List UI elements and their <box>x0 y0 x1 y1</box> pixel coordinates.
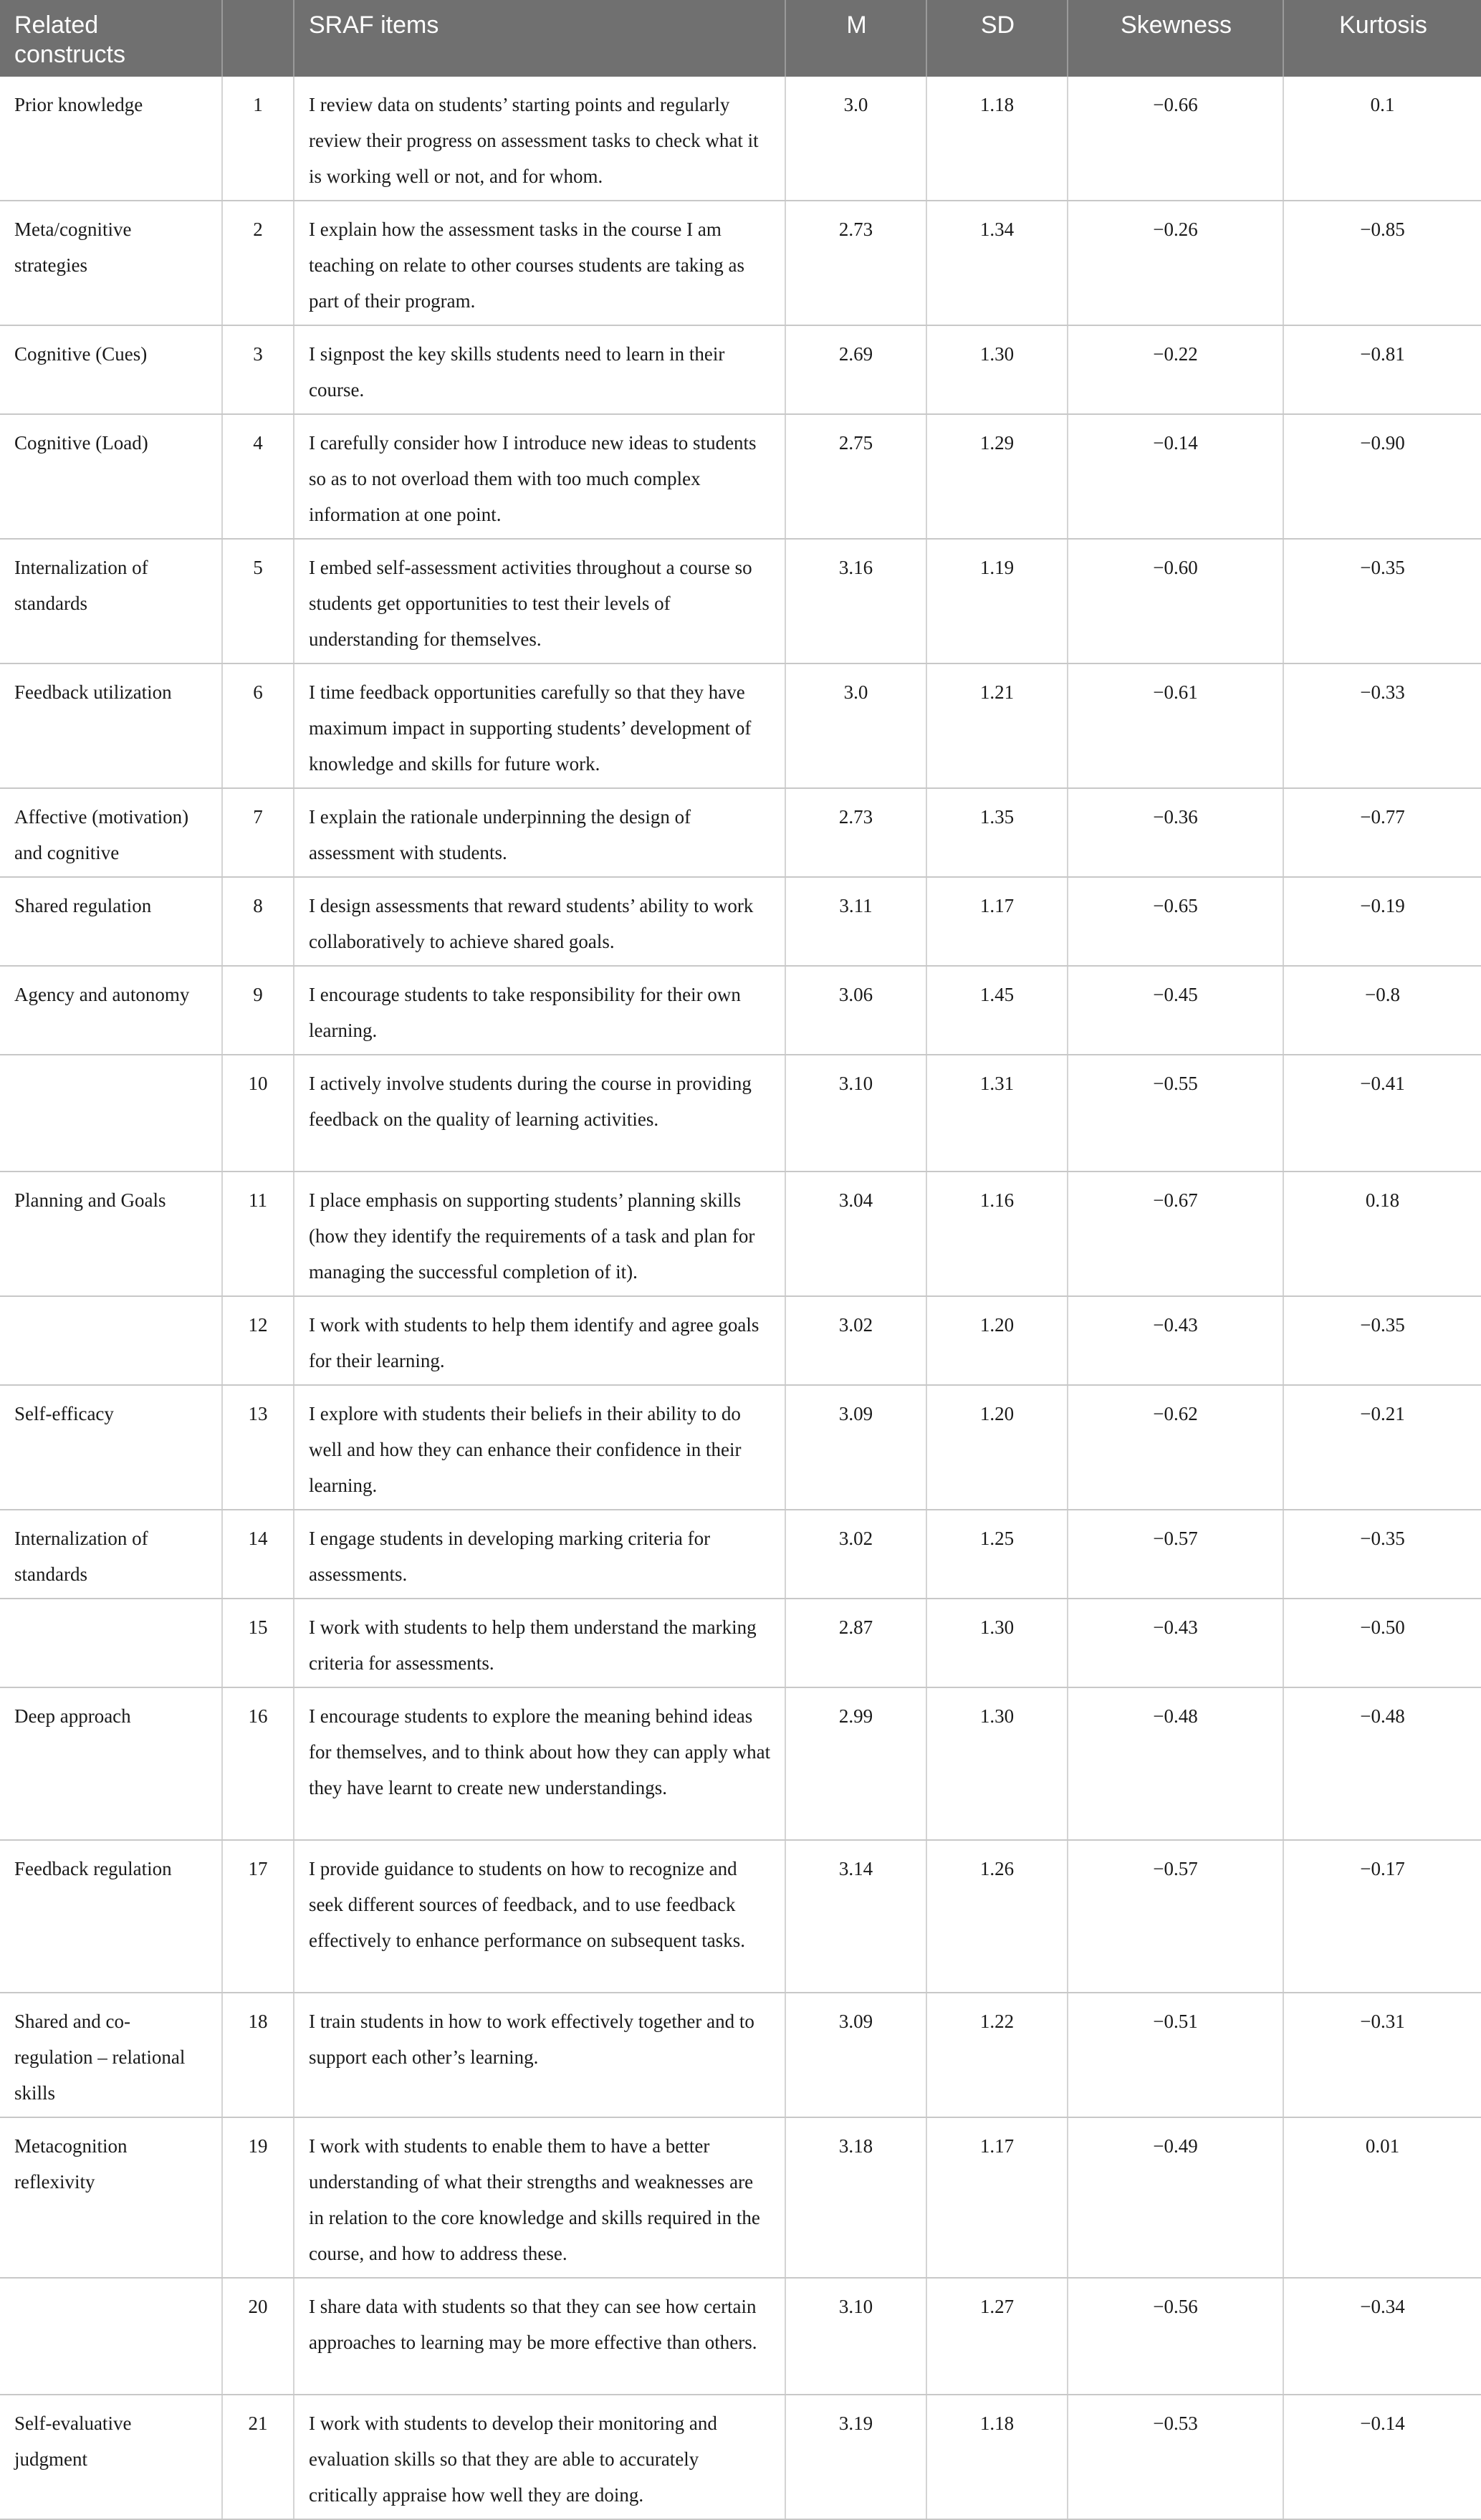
cell-sd: 1.18 <box>926 77 1068 201</box>
table-row <box>0 2117 1481 2278</box>
cell-skewness: −0.61 <box>1068 663 1283 788</box>
cell-item-number: 5 <box>222 539 294 663</box>
header-item-number <box>222 0 294 77</box>
table-row <box>0 325 1481 414</box>
cell-skewness: −0.60 <box>1068 539 1283 663</box>
cell-mean: 3.09 <box>785 1993 926 2117</box>
cell-related-construct <box>0 1055 222 1172</box>
cell-sd: 1.22 <box>926 1993 1068 2117</box>
cell-skewness: −0.43 <box>1068 1599 1283 1687</box>
cell-related-construct <box>0 1599 222 1687</box>
table-row <box>0 1687 1481 1840</box>
cell-related-construct: Metacognition reflexivity <box>0 2117 222 2278</box>
cell-kurtosis: 0.1 <box>1283 77 1481 201</box>
cell-sraf-item: I train students in how to work effectively together and to support each other’s learning. <box>294 1993 785 2117</box>
cell-item-number: 14 <box>222 1510 294 1599</box>
cell-related-construct <box>0 2278 222 2395</box>
cell-item-number: 17 <box>222 1840 294 1993</box>
cell-sraf-item: I actively involve students during the course in providing feedback on the quality of learning activities. <box>294 1055 785 1172</box>
cell-sd: 1.26 <box>926 1840 1068 1993</box>
cell-mean: 3.18 <box>785 2117 926 2278</box>
cell-mean: 2.99 <box>785 1687 926 1840</box>
cell-skewness: −0.36 <box>1068 788 1283 877</box>
header-mean: M <box>785 0 926 77</box>
cell-item-number: 11 <box>222 1172 294 1296</box>
cell-kurtosis: −0.48 <box>1283 1687 1481 1840</box>
cell-related-construct <box>0 1296 222 1385</box>
cell-mean: 2.73 <box>785 788 926 877</box>
cell-mean: 3.02 <box>785 1510 926 1599</box>
cell-sd: 1.27 <box>926 2278 1068 2395</box>
cell-sraf-item: I explore with students their beliefs in their ability to do well and how they can enhance their confidence in their learning. <box>294 1385 785 1510</box>
cell-sd: 1.21 <box>926 663 1068 788</box>
cell-related-construct: Feedback utilization <box>0 663 222 788</box>
cell-skewness: −0.57 <box>1068 1510 1283 1599</box>
cell-sraf-item: I signpost the key skills students need to learn in their course. <box>294 325 785 414</box>
cell-sraf-item: I explain how the assessment tasks in the course I am teaching on relate to other courses students are taking as part of their program. <box>294 201 785 325</box>
cell-item-number: 9 <box>222 966 294 1055</box>
cell-mean: 2.87 <box>785 1599 926 1687</box>
table-row <box>0 1599 1481 1687</box>
table-header-row <box>0 0 1481 77</box>
cell-sd: 1.17 <box>926 877 1068 966</box>
table-row <box>0 1840 1481 1993</box>
cell-mean: 3.10 <box>785 2278 926 2395</box>
cell-sraf-item: I work with students to enable them to have a better understanding of what their strengths and weaknesses are in relation to the core knowledge and skills required in the course, and how to address these. <box>294 2117 785 2278</box>
cell-skewness: −0.22 <box>1068 325 1283 414</box>
cell-kurtosis: −0.50 <box>1283 1599 1481 1687</box>
table-row <box>0 77 1481 201</box>
header-kurtosis: Kurtosis <box>1283 0 1481 77</box>
header-related-constructs: Related constructs <box>0 0 222 77</box>
cell-related-construct: Self-evaluative judgment <box>0 2395 222 2519</box>
table-row <box>0 201 1481 325</box>
cell-mean: 3.02 <box>785 1296 926 1385</box>
cell-skewness: −0.51 <box>1068 1993 1283 2117</box>
cell-sraf-item: I work with students to develop their monitoring and evaluation skills so that they are able to accurately critically appraise how well they are doing. <box>294 2395 785 2519</box>
cell-item-number: 21 <box>222 2395 294 2519</box>
cell-related-construct: Prior knowledge <box>0 77 222 201</box>
cell-sd: 1.30 <box>926 1599 1068 1687</box>
cell-mean: 2.75 <box>785 414 926 539</box>
cell-related-construct: Internalization of standards <box>0 1510 222 1599</box>
cell-related-construct: Affective (motivation) and cognitive <box>0 788 222 877</box>
cell-related-construct: Cognitive (Cues) <box>0 325 222 414</box>
cell-related-construct: Cognitive (Load) <box>0 414 222 539</box>
cell-kurtosis: −0.33 <box>1283 663 1481 788</box>
cell-sd: 1.29 <box>926 414 1068 539</box>
header-skewness: Skewness <box>1068 0 1283 77</box>
cell-kurtosis: −0.81 <box>1283 325 1481 414</box>
cell-sd: 1.30 <box>926 325 1068 414</box>
table-row <box>0 1172 1481 1296</box>
cell-mean: 3.16 <box>785 539 926 663</box>
cell-sd: 1.17 <box>926 2117 1068 2278</box>
table-row <box>0 966 1481 1055</box>
cell-skewness: −0.26 <box>1068 201 1283 325</box>
cell-kurtosis: −0.35 <box>1283 1510 1481 1599</box>
cell-sraf-item: I review data on students’ starting points and regularly review their progress on assessment tasks to check what it is working well or not, and for whom. <box>294 77 785 201</box>
cell-sraf-item: I design assessments that reward students’ ability to work collaboratively to achieve shared goals. <box>294 877 785 966</box>
cell-sd: 1.16 <box>926 1172 1068 1296</box>
cell-sd: 1.18 <box>926 2395 1068 2519</box>
cell-related-construct: Feedback regulation <box>0 1840 222 1993</box>
cell-sd: 1.19 <box>926 539 1068 663</box>
cell-related-construct: Shared regulation <box>0 877 222 966</box>
table-row <box>0 1296 1481 1385</box>
cell-kurtosis: −0.35 <box>1283 539 1481 663</box>
cell-sraf-item: I work with students to help them identify and agree goals for their learning. <box>294 1296 785 1385</box>
cell-sraf-item: I share data with students so that they can see how certain approaches to learning may be more effective than others. <box>294 2278 785 2395</box>
cell-kurtosis: −0.21 <box>1283 1385 1481 1510</box>
cell-sraf-item: I time feedback opportunities carefully so that they have maximum impact in supporting students’ development of knowledge and skills for future work. <box>294 663 785 788</box>
cell-item-number: 10 <box>222 1055 294 1172</box>
cell-kurtosis: −0.14 <box>1283 2395 1481 2519</box>
cell-kurtosis: −0.85 <box>1283 201 1481 325</box>
cell-skewness: −0.67 <box>1068 1172 1283 1296</box>
cell-skewness: −0.45 <box>1068 966 1283 1055</box>
cell-related-construct: Agency and autonomy <box>0 966 222 1055</box>
header-sd: SD <box>926 0 1068 77</box>
cell-item-number: 1 <box>222 77 294 201</box>
header-sraf-items: SRAF items <box>294 0 785 77</box>
cell-skewness: −0.43 <box>1068 1296 1283 1385</box>
table-row <box>0 1385 1481 1510</box>
cell-sraf-item: I engage students in developing marking criteria for assessments. <box>294 1510 785 1599</box>
cell-mean: 3.06 <box>785 966 926 1055</box>
cell-sraf-item: I carefully consider how I introduce new ideas to students so as to not overload them with too much complex information at one point. <box>294 414 785 539</box>
cell-item-number: 6 <box>222 663 294 788</box>
cell-mean: 3.14 <box>785 1840 926 1993</box>
table-row <box>0 788 1481 877</box>
cell-sraf-item: I place emphasis on supporting students’ planning skills (how they identify the requirements of a task and plan for managing the successful completion of it). <box>294 1172 785 1296</box>
cell-sd: 1.20 <box>926 1385 1068 1510</box>
cell-related-construct: Deep approach <box>0 1687 222 1840</box>
cell-mean: 2.69 <box>785 325 926 414</box>
cell-skewness: −0.57 <box>1068 1840 1283 1993</box>
cell-item-number: 4 <box>222 414 294 539</box>
cell-kurtosis: −0.8 <box>1283 966 1481 1055</box>
cell-item-number: 8 <box>222 877 294 966</box>
table-row <box>0 414 1481 539</box>
cell-kurtosis: −0.31 <box>1283 1993 1481 2117</box>
cell-sraf-item: I embed self-assessment activities throughout a course so students get opportunities to test their levels of understanding for themselves. <box>294 539 785 663</box>
cell-sraf-item: I explain the rationale underpinning the design of assessment with students. <box>294 788 785 877</box>
cell-kurtosis: −0.41 <box>1283 1055 1481 1172</box>
cell-sd: 1.31 <box>926 1055 1068 1172</box>
cell-kurtosis: −0.17 <box>1283 1840 1481 1993</box>
cell-kurtosis: 0.01 <box>1283 2117 1481 2278</box>
cell-mean: 3.0 <box>785 663 926 788</box>
cell-sraf-item: I work with students to help them understand the marking criteria for assessments. <box>294 1599 785 1687</box>
cell-item-number: 3 <box>222 325 294 414</box>
cell-mean: 3.11 <box>785 877 926 966</box>
cell-related-construct: Internalization of standards <box>0 539 222 663</box>
cell-mean: 2.73 <box>785 201 926 325</box>
table-row <box>0 663 1481 788</box>
cell-related-construct: Planning and Goals <box>0 1172 222 1296</box>
cell-kurtosis: −0.34 <box>1283 2278 1481 2395</box>
cell-kurtosis: 0.18 <box>1283 1172 1481 1296</box>
cell-related-construct: Meta/cognitive strategies <box>0 201 222 325</box>
cell-item-number: 2 <box>222 201 294 325</box>
cell-mean: 3.09 <box>785 1385 926 1510</box>
cell-skewness: −0.62 <box>1068 1385 1283 1510</box>
cell-skewness: −0.56 <box>1068 2278 1283 2395</box>
table-row <box>0 539 1481 663</box>
cell-sd: 1.30 <box>926 1687 1068 1840</box>
cell-item-number: 19 <box>222 2117 294 2278</box>
table-row <box>0 877 1481 966</box>
cell-skewness: −0.14 <box>1068 414 1283 539</box>
cell-item-number: 18 <box>222 1993 294 2117</box>
cell-sraf-item: I provide guidance to students on how to recognize and seek different sources of feedback, and to use feedback effectively to enhance performance on subsequent tasks. <box>294 1840 785 1993</box>
cell-item-number: 12 <box>222 1296 294 1385</box>
cell-mean: 3.19 <box>785 2395 926 2519</box>
table-row <box>0 1055 1481 1172</box>
table-row <box>0 2395 1481 2519</box>
cell-sd: 1.34 <box>926 201 1068 325</box>
cell-item-number: 16 <box>222 1687 294 1840</box>
cell-skewness: −0.55 <box>1068 1055 1283 1172</box>
cell-mean: 3.04 <box>785 1172 926 1296</box>
cell-kurtosis: −0.35 <box>1283 1296 1481 1385</box>
cell-mean: 3.10 <box>785 1055 926 1172</box>
cell-sraf-item: I encourage students to explore the meaning behind ideas for themselves, and to think about how they can apply what they have learnt to create new understandings. <box>294 1687 785 1840</box>
cell-kurtosis: −0.19 <box>1283 877 1481 966</box>
cell-related-construct: Self-efficacy <box>0 1385 222 1510</box>
cell-item-number: 20 <box>222 2278 294 2395</box>
table-row <box>0 2278 1481 2395</box>
cell-skewness: −0.66 <box>1068 77 1283 201</box>
cell-skewness: −0.65 <box>1068 877 1283 966</box>
table-row <box>0 1993 1481 2117</box>
cell-sraf-item: I encourage students to take responsibility for their own learning. <box>294 966 785 1055</box>
cell-skewness: −0.48 <box>1068 1687 1283 1840</box>
cell-item-number: 7 <box>222 788 294 877</box>
cell-skewness: −0.49 <box>1068 2117 1283 2278</box>
cell-sd: 1.20 <box>926 1296 1068 1385</box>
cell-item-number: 13 <box>222 1385 294 1510</box>
cell-item-number: 15 <box>222 1599 294 1687</box>
cell-skewness: −0.53 <box>1068 2395 1283 2519</box>
cell-kurtosis: −0.77 <box>1283 788 1481 877</box>
cell-sd: 1.45 <box>926 966 1068 1055</box>
cell-mean: 3.0 <box>785 77 926 201</box>
cell-kurtosis: −0.90 <box>1283 414 1481 539</box>
cell-related-construct: Shared and co-regulation – relational skills <box>0 1993 222 2117</box>
cell-sd: 1.35 <box>926 788 1068 877</box>
cell-sd: 1.25 <box>926 1510 1068 1599</box>
table-row <box>0 1510 1481 1599</box>
